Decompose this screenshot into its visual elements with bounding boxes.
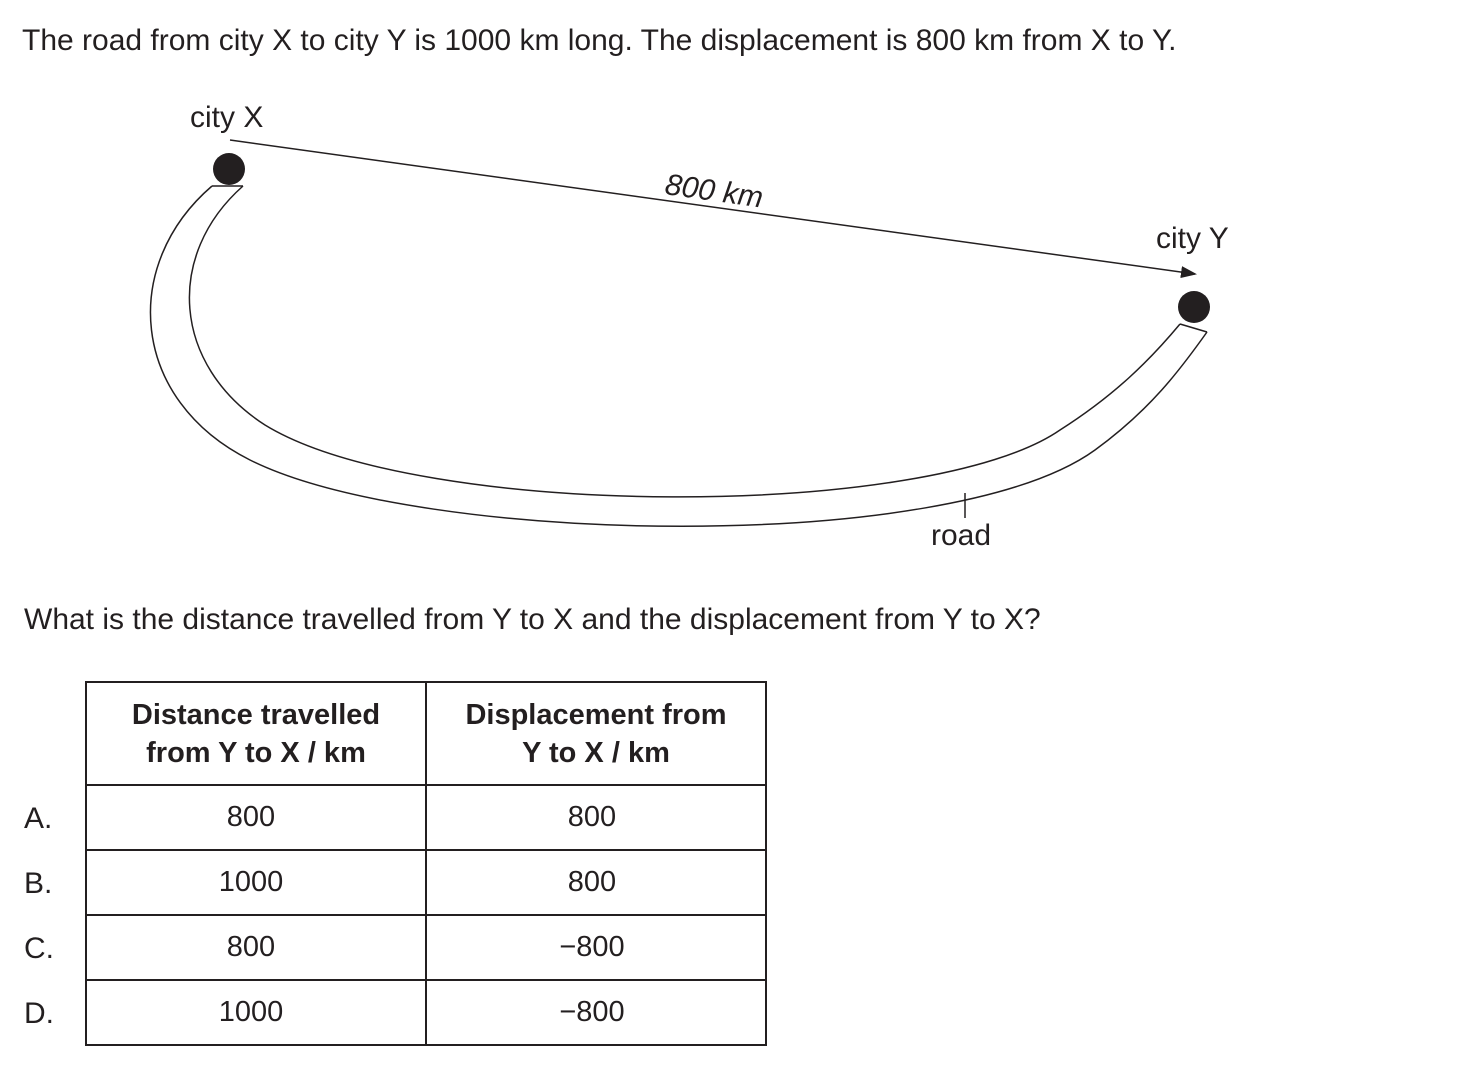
displacement-cell: 800 (426, 850, 766, 915)
option-letter-d[interactable]: D. (24, 997, 54, 1030)
displacement-cell: −800 (426, 980, 766, 1045)
distance-cell: 1000 (86, 980, 426, 1045)
question-stem: The road from city X to city Y is 1000 km long. The displacement is 800 km from X to Y. (22, 24, 1177, 57)
answer-options-table (85, 681, 767, 1046)
option-letter-a[interactable]: A. (24, 802, 53, 835)
header-displacement-line2: Y to X / km (522, 736, 670, 769)
table-row[interactable] (86, 915, 766, 980)
displacement-cell: 800 (426, 785, 766, 850)
displacement-cell: −800 (426, 915, 766, 980)
question-prompt: What is the distance travelled from Y to X and the displacement from Y to X? (24, 603, 1041, 636)
header-distance-line1: Distance travelled (131, 698, 381, 731)
city-x-label: city X (190, 101, 264, 134)
option-letter-c[interactable]: C. (24, 932, 54, 965)
table-row[interactable] (86, 850, 766, 915)
city-y-label: city Y (1156, 222, 1229, 255)
table-header-row (86, 682, 766, 785)
option-letter-b[interactable]: B. (24, 867, 53, 900)
city-y-dot (1178, 291, 1210, 323)
displacement-label: 800 km (663, 168, 766, 215)
road-inner-edge (189, 186, 1180, 497)
distance-cell: 1000 (86, 850, 426, 915)
city-x-dot (213, 153, 245, 185)
header-displacement-line1: Displacement from (465, 698, 727, 731)
road-outer-edge (150, 186, 1207, 526)
header-distance-line2: from Y to X / km (146, 736, 366, 769)
road-end-cap-y (1180, 324, 1207, 332)
distance-cell: 800 (86, 915, 426, 980)
road-label: road (931, 519, 992, 552)
table-row[interactable] (86, 785, 766, 850)
header-distance (86, 682, 426, 785)
table-row[interactable] (86, 980, 766, 1045)
distance-cell: 800 (86, 785, 426, 850)
header-displacement (426, 682, 766, 785)
